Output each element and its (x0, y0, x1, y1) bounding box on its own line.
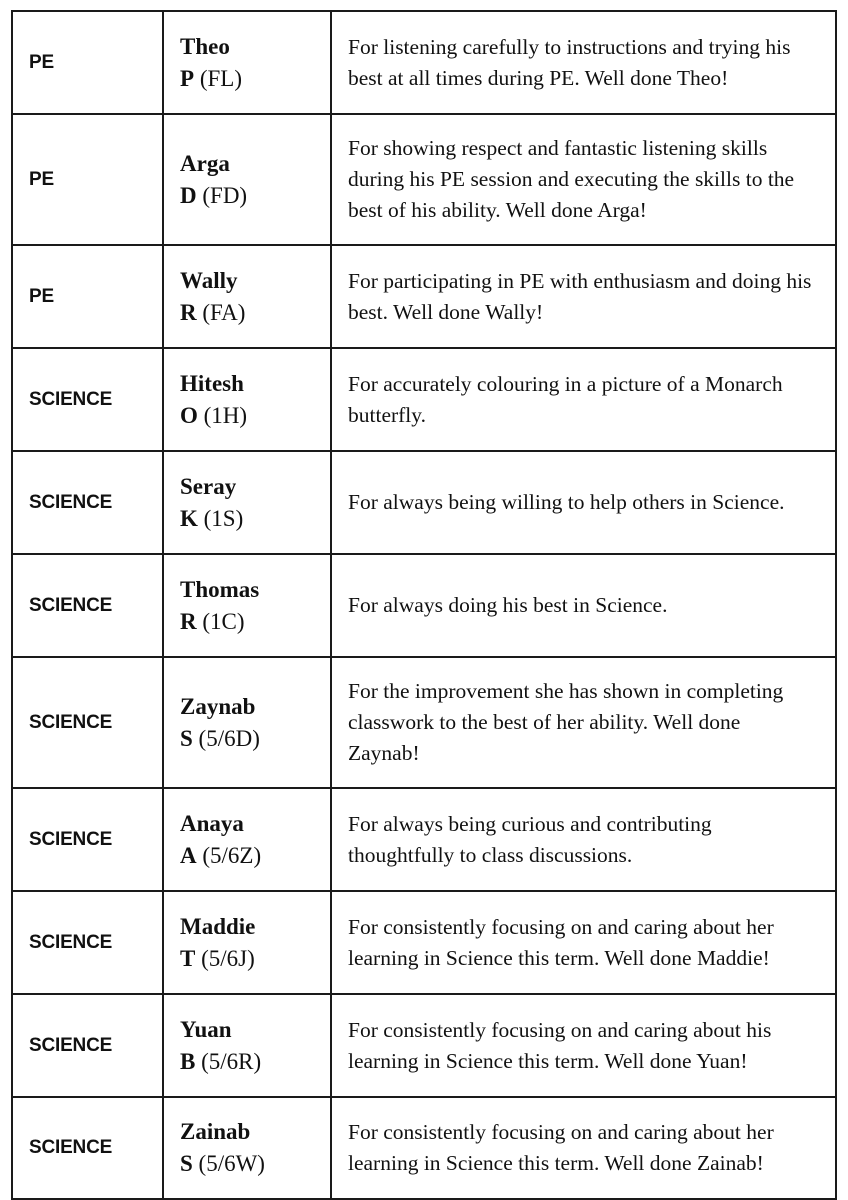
subject-cell: SCIENCE (12, 348, 163, 451)
pupil-class: (5/6Z) (202, 842, 262, 868)
subject-cell: SCIENCE (12, 891, 163, 994)
subject-cell: SCIENCE (12, 788, 163, 891)
pupil-class: (1C) (202, 608, 245, 634)
award-reason-cell: For showing respect and fantastic listening skills during his PE session and executing the skills to the best of his ability. Well done Arga! (331, 114, 836, 245)
award-reason-cell: For consistently focusing on and caring about his learning in Science this term. Well done Yuan! (331, 994, 836, 1097)
pupil-name-cell (163, 114, 331, 245)
pupil-name-cell (163, 891, 331, 994)
table-row (12, 554, 836, 657)
subject-cell: SCIENCE (12, 451, 163, 554)
subject-cell: PE (12, 245, 163, 348)
pupil-first-name: Maddie (180, 913, 256, 939)
award-reason-cell: For always being willing to help others in Science. (331, 451, 836, 554)
award-reason-cell: For always doing his best in Science. (331, 554, 836, 657)
pupil-name-cell (163, 245, 331, 348)
table-row (12, 994, 836, 1097)
award-reason-cell: For listening carefully to instructions and trying his best at all times during PE. Well done Theo! (331, 11, 836, 114)
pupil-first-name: Theo (180, 33, 230, 59)
subject-cell: SCIENCE (12, 657, 163, 788)
pupil-surname-initial: T (180, 945, 196, 971)
pupil-class: (5/6J) (201, 945, 255, 971)
pupil-name-cell (163, 657, 331, 788)
table-row (12, 451, 836, 554)
pupil-first-name: Zainab (180, 1119, 251, 1144)
pupil-first-name: Seray (180, 473, 237, 499)
pupil-first-name: Hitesh (180, 370, 244, 396)
pupil-surname-initial: B (180, 1048, 196, 1074)
pupil-name-cell (163, 1097, 331, 1199)
pupil-name-cell (163, 348, 331, 451)
pupil-class: (FD) (202, 182, 248, 208)
table-row (12, 657, 836, 788)
pupil-name-cell (163, 554, 331, 657)
pupil-first-name: Arga (180, 150, 230, 176)
award-reason-cell: For consistently focusing on and caring about her learning in Science this term. Well done Maddie! (331, 891, 836, 994)
pupil-surname-initial: P (180, 65, 195, 91)
pupil-class: (1S) (203, 505, 244, 531)
pupil-surname-initial: S (180, 725, 193, 751)
award-reason-cell: For accurately colouring in a picture of a Monarch butterfly. (331, 348, 836, 451)
pupil-class: (FL) (199, 65, 242, 91)
table-row (12, 348, 836, 451)
subject-cell: SCIENCE (12, 1097, 163, 1199)
table-row (12, 1097, 836, 1199)
award-reason-cell: For consistently focusing on and caring about her learning in Science this term. Well done Zainab! (331, 1097, 836, 1199)
pupil-first-name: Thomas (180, 576, 260, 602)
table-row (12, 891, 836, 994)
pupil-class: (5/6D) (198, 725, 260, 751)
pupil-surname-initial: O (180, 402, 198, 428)
table-row (12, 245, 836, 348)
subject-cell: SCIENCE (12, 554, 163, 657)
subject-cell: PE (12, 114, 163, 245)
subject-cell: PE (12, 11, 163, 114)
pupil-first-name: Anaya (180, 810, 244, 836)
pupil-surname-initial: R (180, 299, 197, 325)
pupil-name-cell (163, 994, 331, 1097)
pupil-surname-initial: R (180, 608, 197, 634)
pupil-surname-initial: D (180, 182, 197, 208)
pupil-surname-initial: A (180, 842, 197, 868)
pupil-class: (5/6R) (201, 1048, 262, 1074)
pupil-surname-initial: K (180, 505, 198, 531)
awards-table (11, 10, 837, 1200)
pupil-class: (1H) (203, 402, 248, 428)
pupil-class: (FA) (202, 299, 246, 325)
award-reason-cell: For always being curious and contributing thoughtfully to class discussions. (331, 788, 836, 891)
pupil-surname-initial: S (180, 1151, 193, 1176)
pupil-class: (5/6W) (198, 1151, 265, 1176)
award-reason-cell: For participating in PE with enthusiasm and doing his best. Well done Wally! (331, 245, 836, 348)
subject-cell: SCIENCE (12, 994, 163, 1097)
pupil-first-name: Zaynab (180, 693, 256, 719)
pupil-name-cell (163, 11, 331, 114)
pupil-name-cell (163, 451, 331, 554)
pupil-name-cell (163, 788, 331, 891)
table-row (12, 114, 836, 245)
award-reason-cell: For the improvement she has shown in completing classwork to the best of her ability. Well done Zaynab! (331, 657, 836, 788)
pupil-first-name: Yuan (180, 1016, 232, 1042)
table-row (12, 788, 836, 891)
table-row (12, 11, 836, 114)
pupil-first-name: Wally (180, 267, 238, 293)
